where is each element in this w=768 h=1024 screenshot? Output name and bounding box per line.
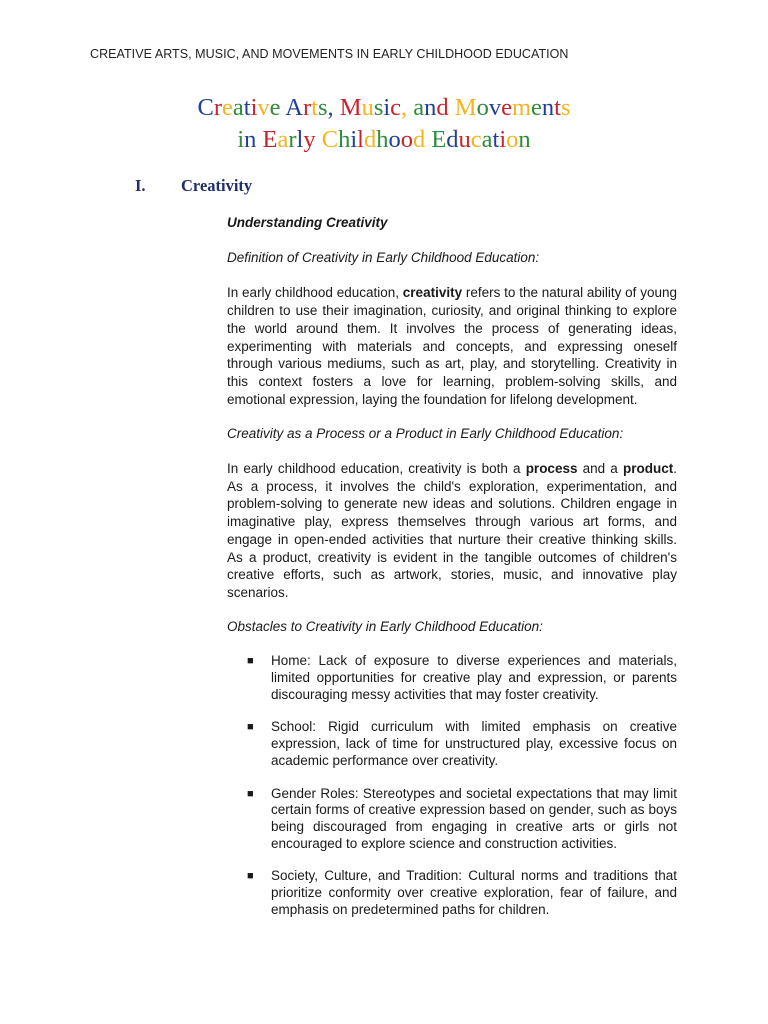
process-product-heading: Creativity as a Process or a Product in Early Childhood Education: bbox=[227, 426, 624, 442]
process-term: process bbox=[525, 461, 578, 477]
section-number: I. bbox=[135, 176, 146, 195]
list-item bbox=[227, 719, 677, 769]
process-text-2: and a bbox=[577, 461, 623, 477]
document-title bbox=[0, 92, 768, 156]
list-item-text: Gender Roles: Stereotypes and societal expectations that may limit certain forms of creative expression based on gender, such as boys being discouraged from engaging in creative arts or girls not encouraged to explore science and construction activities. bbox=[271, 785, 677, 851]
bullet-icon: ■ bbox=[247, 870, 254, 883]
list-item-text: Society, Culture, and Tradition: Cultural norms and traditions that prioritize conformity over creative exploration, fear of failure, and emphasis on predetermined paths for children. bbox=[271, 868, 677, 917]
definition-paragraph bbox=[227, 284, 677, 408]
list-item bbox=[227, 653, 677, 703]
obstacles-heading: Obstacles to Creativity in Early Childhood Education: bbox=[227, 618, 543, 634]
process-text-3: . As a process, it involves the child's exploration, experimentation, and problem-solving to generate new ideas and solutions. Children engage in imaginative play, express themselves through various art forms, and engage in open-ended activities that nurture their creative thinking skills. As a product, creativity is evident in the tangible outcomes of children's creative efforts, such as artwork, stories, music, and innovative play scenarios. bbox=[227, 461, 677, 600]
title-line-2 bbox=[0, 124, 768, 156]
definition-text-rest: refers to the natural ability of young children to use their imagination, curiosity, and original thinking to explore the world around them. It involves the process of generating ideas, experimenting with materials and concepts, and expressing oneself through various mediums, such as art, play, and storytelling. Creativity in this context fosters a love for learning, problem-solving skills, and emotional expression, laying the foundation for lifelong development. bbox=[227, 285, 678, 407]
list-item bbox=[227, 868, 677, 918]
title-line-1 bbox=[0, 92, 768, 124]
definition-heading: Definition of Creativity in Early Childhood Education: bbox=[227, 249, 540, 265]
bullet-icon: ■ bbox=[247, 655, 254, 668]
section-heading bbox=[135, 176, 252, 196]
bullet-icon: ■ bbox=[247, 721, 254, 734]
subheading: Understanding Creativity bbox=[227, 215, 388, 230]
section-title: Creativity bbox=[181, 176, 253, 195]
process-product-paragraph bbox=[227, 460, 677, 602]
product-term: product bbox=[622, 461, 674, 477]
list-item-text: School: Rigid curriculum with limited emphasis on creative expression, lack of time for unstructured play, excessive focus on academic performance over creativity. bbox=[271, 719, 677, 768]
obstacles-list bbox=[227, 653, 677, 918]
definition-term: creativity bbox=[402, 285, 463, 301]
definition-text-start: In early childhood education, bbox=[227, 285, 403, 301]
bullet-icon: ■ bbox=[247, 787, 254, 800]
list-item-text: Home: Lack of exposure to diverse experiences and materials, limited opportunities for creative play and expression, or parents discouraging messy activities that may foster creativity. bbox=[271, 653, 677, 702]
process-text-1: In early childhood education, creativity is both a bbox=[227, 461, 526, 477]
title-line-2-text: in Early Childhood Education bbox=[237, 126, 531, 153]
running-header: CREATIVE ARTS, MUSIC, AND MOVEMENTS IN EARLY CHILDHOOD EDUCATION bbox=[90, 47, 569, 61]
title-line-1-text: Creative Arts, Music, and Movements bbox=[197, 94, 571, 121]
section-content bbox=[227, 214, 677, 919]
list-item bbox=[227, 786, 677, 853]
